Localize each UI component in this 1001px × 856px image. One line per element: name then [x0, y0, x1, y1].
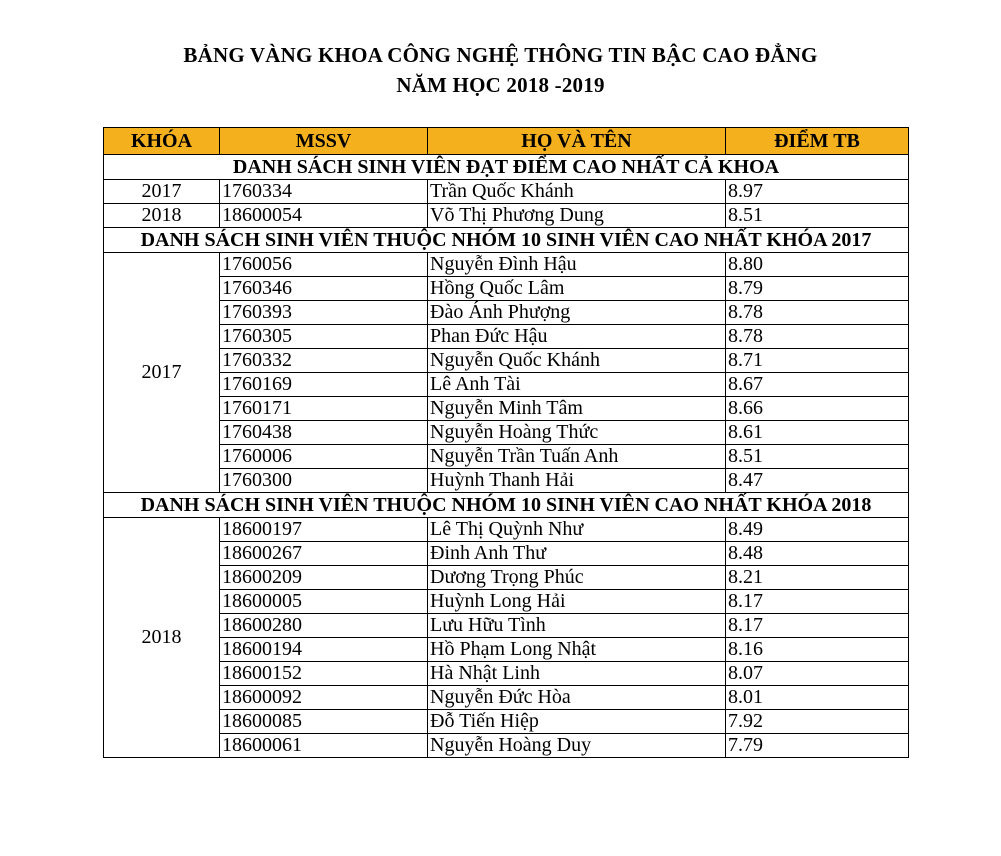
table-row [104, 686, 909, 710]
column-header-mssv: MSSV [220, 128, 428, 155]
cell-mssv: 1760346 [220, 277, 428, 301]
cell-score: 8.16 [726, 638, 909, 662]
table-row [104, 301, 909, 325]
table-body [104, 155, 909, 758]
cell-score: 8.61 [726, 421, 909, 445]
cell-mssv: 18600054 [220, 204, 428, 228]
cell-name: Nguyễn Hoàng Thức [428, 421, 726, 445]
cell-name: Võ Thị Phương Dung [428, 204, 726, 228]
table-row [104, 180, 909, 204]
table-row [104, 662, 909, 686]
cell-name: Phan Đức Hậu [428, 325, 726, 349]
cell-mssv: 1760006 [220, 445, 428, 469]
table-row [104, 277, 909, 301]
cell-name: Đỗ Tiến Hiệp [428, 710, 726, 734]
cell-score: 8.66 [726, 397, 909, 421]
section-title: DANH SÁCH SINH VIÊN THUỘC NHÓM 10 SINH VIÊN CAO NHẤT KHÓA 2018 [104, 493, 909, 518]
page-title: BẢNG VÀNG KHOA CÔNG NGHỆ THÔNG TIN BẬC CAO ĐẲNG [183, 43, 818, 67]
cell-score: 8.80 [726, 253, 909, 277]
table-row [104, 349, 909, 373]
cell-score: 8.79 [726, 277, 909, 301]
cell-mssv: 1760171 [220, 397, 428, 421]
cell-name: Lê Thị Quỳnh Như [428, 518, 726, 542]
cell-mssv: 18600194 [220, 638, 428, 662]
cell-name: Nguyễn Đình Hậu [428, 253, 726, 277]
cell-score: 8.17 [726, 614, 909, 638]
cell-mssv: 18600197 [220, 518, 428, 542]
cell-score: 8.17 [726, 590, 909, 614]
table-row [104, 734, 909, 758]
table-row [104, 325, 909, 349]
cell-name: Huỳnh Long Hải [428, 590, 726, 614]
table-row [104, 710, 909, 734]
cell-name: Dương Trọng Phúc [428, 566, 726, 590]
cell-score: 7.92 [726, 710, 909, 734]
table-row [104, 204, 909, 228]
cell-name: Lê Anh Tài [428, 373, 726, 397]
cell-name: Nguyễn Đức Hòa [428, 686, 726, 710]
cell-name: Nguyễn Hoàng Duy [428, 734, 726, 758]
cell-mssv: 18600092 [220, 686, 428, 710]
cell-score: 8.49 [726, 518, 909, 542]
cell-mssv: 1760438 [220, 421, 428, 445]
cell-name: Nguyễn Trần Tuấn Anh [428, 445, 726, 469]
cell-name: Nguyễn Minh Tâm [428, 397, 726, 421]
cell-name: Nguyễn Quốc Khánh [428, 349, 726, 373]
column-header-name: HỌ VÀ TÊN [428, 128, 726, 155]
table-row [104, 373, 909, 397]
cell-score: 8.21 [726, 566, 909, 590]
cell-score: 8.78 [726, 301, 909, 325]
cell-mssv: 18600209 [220, 566, 428, 590]
cell-score: 8.97 [726, 180, 909, 204]
cell-mssv: 1760332 [220, 349, 428, 373]
cell-name: Đào Ánh Phượng [428, 301, 726, 325]
table-row [104, 638, 909, 662]
cell-mssv: 18600061 [220, 734, 428, 758]
cell-name: Trần Quốc Khánh [428, 180, 726, 204]
table-row [104, 614, 909, 638]
cell-score: 7.79 [726, 734, 909, 758]
table-header-row [104, 128, 909, 155]
cell-mssv: 1760305 [220, 325, 428, 349]
table-row [104, 566, 909, 590]
cell-mssv: 18600152 [220, 662, 428, 686]
cell-score: 8.51 [726, 445, 909, 469]
section-header-row [104, 493, 909, 518]
cell-mssv: 18600085 [220, 710, 428, 734]
column-header-khoa: KHÓA [104, 128, 220, 155]
cell-name: Đinh Anh Thư [428, 542, 726, 566]
cell-khoa: 2017 [104, 253, 220, 493]
cell-mssv: 1760334 [220, 180, 428, 204]
section-title: DANH SÁCH SINH VIÊN ĐẠT ĐIỂM CAO NHẤT CẢ KHOA [104, 155, 909, 180]
section-header-row [104, 228, 909, 253]
cell-score: 8.47 [726, 469, 909, 493]
cell-score: 8.51 [726, 204, 909, 228]
cell-mssv: 18600280 [220, 614, 428, 638]
cell-name: Huỳnh Thanh Hải [428, 469, 726, 493]
section-title: DANH SÁCH SINH VIÊN THUỘC NHÓM 10 SINH VIÊN CAO NHẤT KHÓA 2017 [104, 228, 909, 253]
cell-score: 8.48 [726, 542, 909, 566]
cell-score: 8.71 [726, 349, 909, 373]
cell-mssv: 1760056 [220, 253, 428, 277]
table-row [104, 253, 909, 277]
cell-name: Lưu Hữu Tình [428, 614, 726, 638]
cell-name: Hà Nhật Linh [428, 662, 726, 686]
cell-mssv: 18600005 [220, 590, 428, 614]
table-row [104, 518, 909, 542]
page-subtitle: NĂM HỌC 2018 -2019 [396, 73, 605, 97]
table-row [104, 397, 909, 421]
cell-name: Hồng Quốc Lâm [428, 277, 726, 301]
cell-mssv: 1760393 [220, 301, 428, 325]
cell-score: 8.01 [726, 686, 909, 710]
table-row [104, 590, 909, 614]
cell-khoa: 2018 [104, 518, 220, 758]
table-row [104, 445, 909, 469]
table-row [104, 421, 909, 445]
honor-roll-table [103, 127, 909, 758]
cell-score: 8.67 [726, 373, 909, 397]
cell-khoa: 2018 [104, 204, 220, 228]
cell-mssv: 18600267 [220, 542, 428, 566]
cell-mssv: 1760169 [220, 373, 428, 397]
cell-score: 8.07 [726, 662, 909, 686]
cell-name: Hồ Phạm Long Nhật [428, 638, 726, 662]
table-row [104, 469, 909, 493]
table-row [104, 542, 909, 566]
section-header-row [104, 155, 909, 180]
cell-mssv: 1760300 [220, 469, 428, 493]
cell-score: 8.78 [726, 325, 909, 349]
cell-khoa: 2017 [104, 180, 220, 204]
column-header-score: ĐIỂM TB [726, 128, 909, 155]
